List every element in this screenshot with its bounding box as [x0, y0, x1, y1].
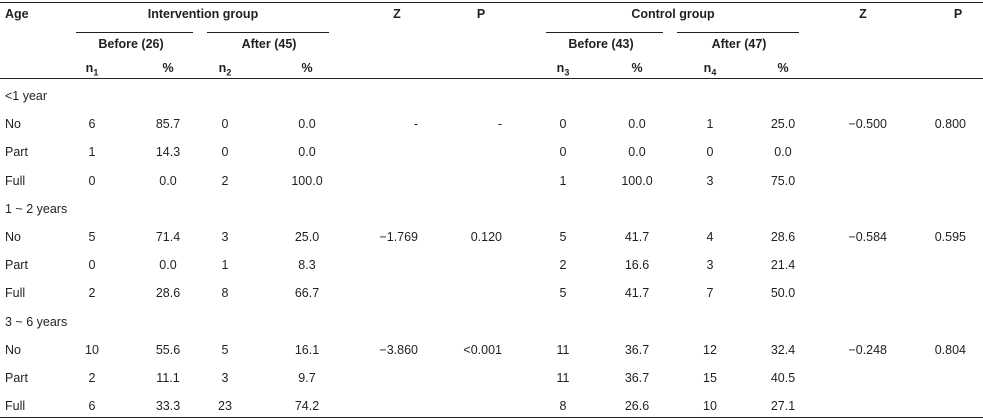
- cell-p4: 27.1: [770, 399, 796, 414]
- cell-p2: 0.0: [298, 117, 316, 132]
- cell-p2: 9.7: [298, 371, 316, 385]
- cell-p2: 25.0: [294, 230, 320, 244]
- cell-n3: 0: [559, 145, 567, 160]
- group-label: 3 ~ 6 years: [5, 314, 68, 329]
- header-control-group: Control group: [631, 7, 715, 21]
- row-label: Full: [5, 173, 26, 188]
- cell-p4: 25.0: [770, 117, 796, 132]
- cell-p3: 41.7: [624, 230, 650, 244]
- header-after-control: After (47): [711, 37, 767, 51]
- cell-p2: 8.3: [298, 258, 316, 273]
- header-before-control: Before (43): [568, 37, 634, 51]
- cell-pv1: 0.120: [470, 230, 502, 244]
- cell-n2: 23: [218, 399, 232, 414]
- cell-p1: 71.4: [155, 230, 181, 244]
- cell-pv2: 0.800: [934, 117, 966, 132]
- row-label: Part: [5, 258, 28, 273]
- intervention-before-underline: [76, 32, 193, 33]
- cell-p3: 36.7: [624, 371, 650, 385]
- cell-z1: −3.860: [379, 342, 418, 357]
- cell-n1: 6: [88, 399, 96, 414]
- cell-n3: 5: [559, 286, 567, 301]
- cell-p2: 100.0: [291, 173, 323, 188]
- cell-n2: 0: [221, 145, 229, 160]
- cell-p3: 36.7: [624, 342, 650, 357]
- cell-n3: 2: [559, 258, 567, 273]
- cell-n1: 0: [88, 258, 96, 273]
- cell-n4: 0: [706, 145, 714, 160]
- group-label: 1 ~ 2 years: [5, 201, 68, 216]
- cell-p1: 85.7: [155, 117, 181, 132]
- cell-n2: 8: [221, 286, 229, 301]
- cell-z1: -: [413, 117, 418, 132]
- header-n1: $n_1$: [85, 61, 99, 78]
- header-z-intervention: Z: [393, 7, 401, 21]
- cell-n3: 11: [556, 342, 570, 357]
- cell-p4: 75.0: [770, 173, 796, 188]
- cell-n4: 10: [703, 399, 717, 414]
- cell-p2: 16.1: [294, 342, 320, 357]
- row-label: No: [5, 230, 21, 244]
- row-label: Part: [5, 145, 28, 160]
- control-before-underline: [546, 32, 663, 33]
- cell-z1: −1.769: [379, 230, 418, 244]
- cell-n4: 3: [706, 173, 714, 188]
- cell-n1: 1: [88, 145, 96, 160]
- cell-p4: 40.5: [770, 371, 796, 385]
- cell-n1: 5: [88, 230, 96, 244]
- cell-n3: 0: [559, 117, 567, 132]
- row-label: Full: [5, 399, 26, 414]
- control-after-underline: [677, 32, 799, 33]
- cell-n2: 1: [221, 258, 229, 273]
- cell-n3: 11: [556, 371, 570, 385]
- header-pct-3: %: [631, 61, 643, 75]
- cell-p2: 74.2: [294, 399, 320, 414]
- group-label: <1 year: [5, 89, 48, 103]
- header-intervention-group: Intervention group: [147, 7, 259, 21]
- cell-p3: 26.6: [624, 399, 650, 414]
- header-p-intervention: P: [476, 7, 486, 21]
- cell-z2: −0.248: [848, 342, 887, 357]
- cell-n1: 6: [88, 117, 96, 132]
- cell-n2: 3: [221, 230, 229, 244]
- cell-p1: 33.3: [155, 399, 181, 414]
- cell-n3: 5: [559, 230, 567, 244]
- cell-p1: 55.6: [155, 342, 181, 357]
- header-p-control: P: [953, 7, 963, 21]
- cell-p1: 28.6: [155, 286, 181, 301]
- cell-n2: 2: [221, 173, 229, 188]
- top-rule: [0, 2, 983, 3]
- cell-n1: 10: [85, 342, 99, 357]
- cell-p1: 0.0: [159, 258, 177, 273]
- cell-pv1: -: [497, 117, 502, 132]
- cell-n4: 1: [706, 117, 714, 132]
- cell-p4: 0.0: [774, 145, 792, 160]
- header-pct-4: %: [777, 61, 789, 75]
- cell-n1: 2: [88, 286, 96, 301]
- cell-p3: 0.0: [628, 145, 646, 160]
- bottom-rule: [0, 417, 983, 418]
- cell-p2: 66.7: [294, 286, 320, 301]
- cell-p4: 21.4: [770, 258, 796, 273]
- header-rule: [0, 78, 983, 79]
- header-age: Age: [5, 7, 29, 21]
- header-n3: $n_3$: [556, 61, 570, 78]
- cell-p3: 0.0: [628, 117, 646, 132]
- cell-n1: 0: [88, 173, 96, 188]
- header-before-intervention: Before (26): [98, 37, 164, 51]
- cell-n4: 12: [703, 342, 717, 357]
- cell-n4: 15: [703, 371, 717, 385]
- cell-p4: 50.0: [770, 286, 796, 301]
- header-n4: $n_4$: [703, 61, 717, 78]
- cell-pv2: 0.595: [934, 230, 966, 244]
- cell-p4: 32.4: [770, 342, 796, 357]
- header-pct-1: %: [162, 61, 174, 75]
- row-label: Part: [5, 371, 28, 385]
- cell-p4: 28.6: [770, 230, 796, 244]
- cell-p3: 41.7: [624, 286, 650, 301]
- cell-n4: 7: [706, 286, 714, 301]
- row-label: No: [5, 117, 21, 132]
- header-n2: $n_2$: [218, 61, 232, 78]
- cell-p1: 14.3: [155, 145, 181, 160]
- cell-p3: 100.0: [621, 173, 653, 188]
- cell-n4: 4: [706, 230, 714, 244]
- cell-n3: 8: [559, 399, 567, 414]
- cell-n1: 2: [88, 371, 96, 385]
- cell-n3: 1: [559, 173, 567, 188]
- cell-pv1: <0.001: [463, 342, 502, 357]
- cell-n2: 3: [221, 371, 229, 385]
- cell-p1: 11.1: [156, 371, 180, 385]
- cell-n2: 5: [221, 342, 229, 357]
- cell-pv2: 0.804: [934, 342, 966, 357]
- row-label: Full: [5, 286, 26, 301]
- cell-z2: −0.500: [848, 117, 887, 132]
- cell-z2: −0.584: [848, 230, 887, 244]
- cell-p3: 16.6: [624, 258, 650, 273]
- header-pct-2: %: [301, 61, 313, 75]
- cell-n4: 3: [706, 258, 714, 273]
- header-after-intervention: After (45): [241, 37, 297, 51]
- header-z-control: Z: [859, 7, 867, 21]
- cell-n2: 0: [221, 117, 229, 132]
- row-label: No: [5, 342, 21, 357]
- intervention-after-underline: [207, 32, 329, 33]
- cell-p1: 0.0: [159, 173, 177, 188]
- cell-p2: 0.0: [298, 145, 316, 160]
